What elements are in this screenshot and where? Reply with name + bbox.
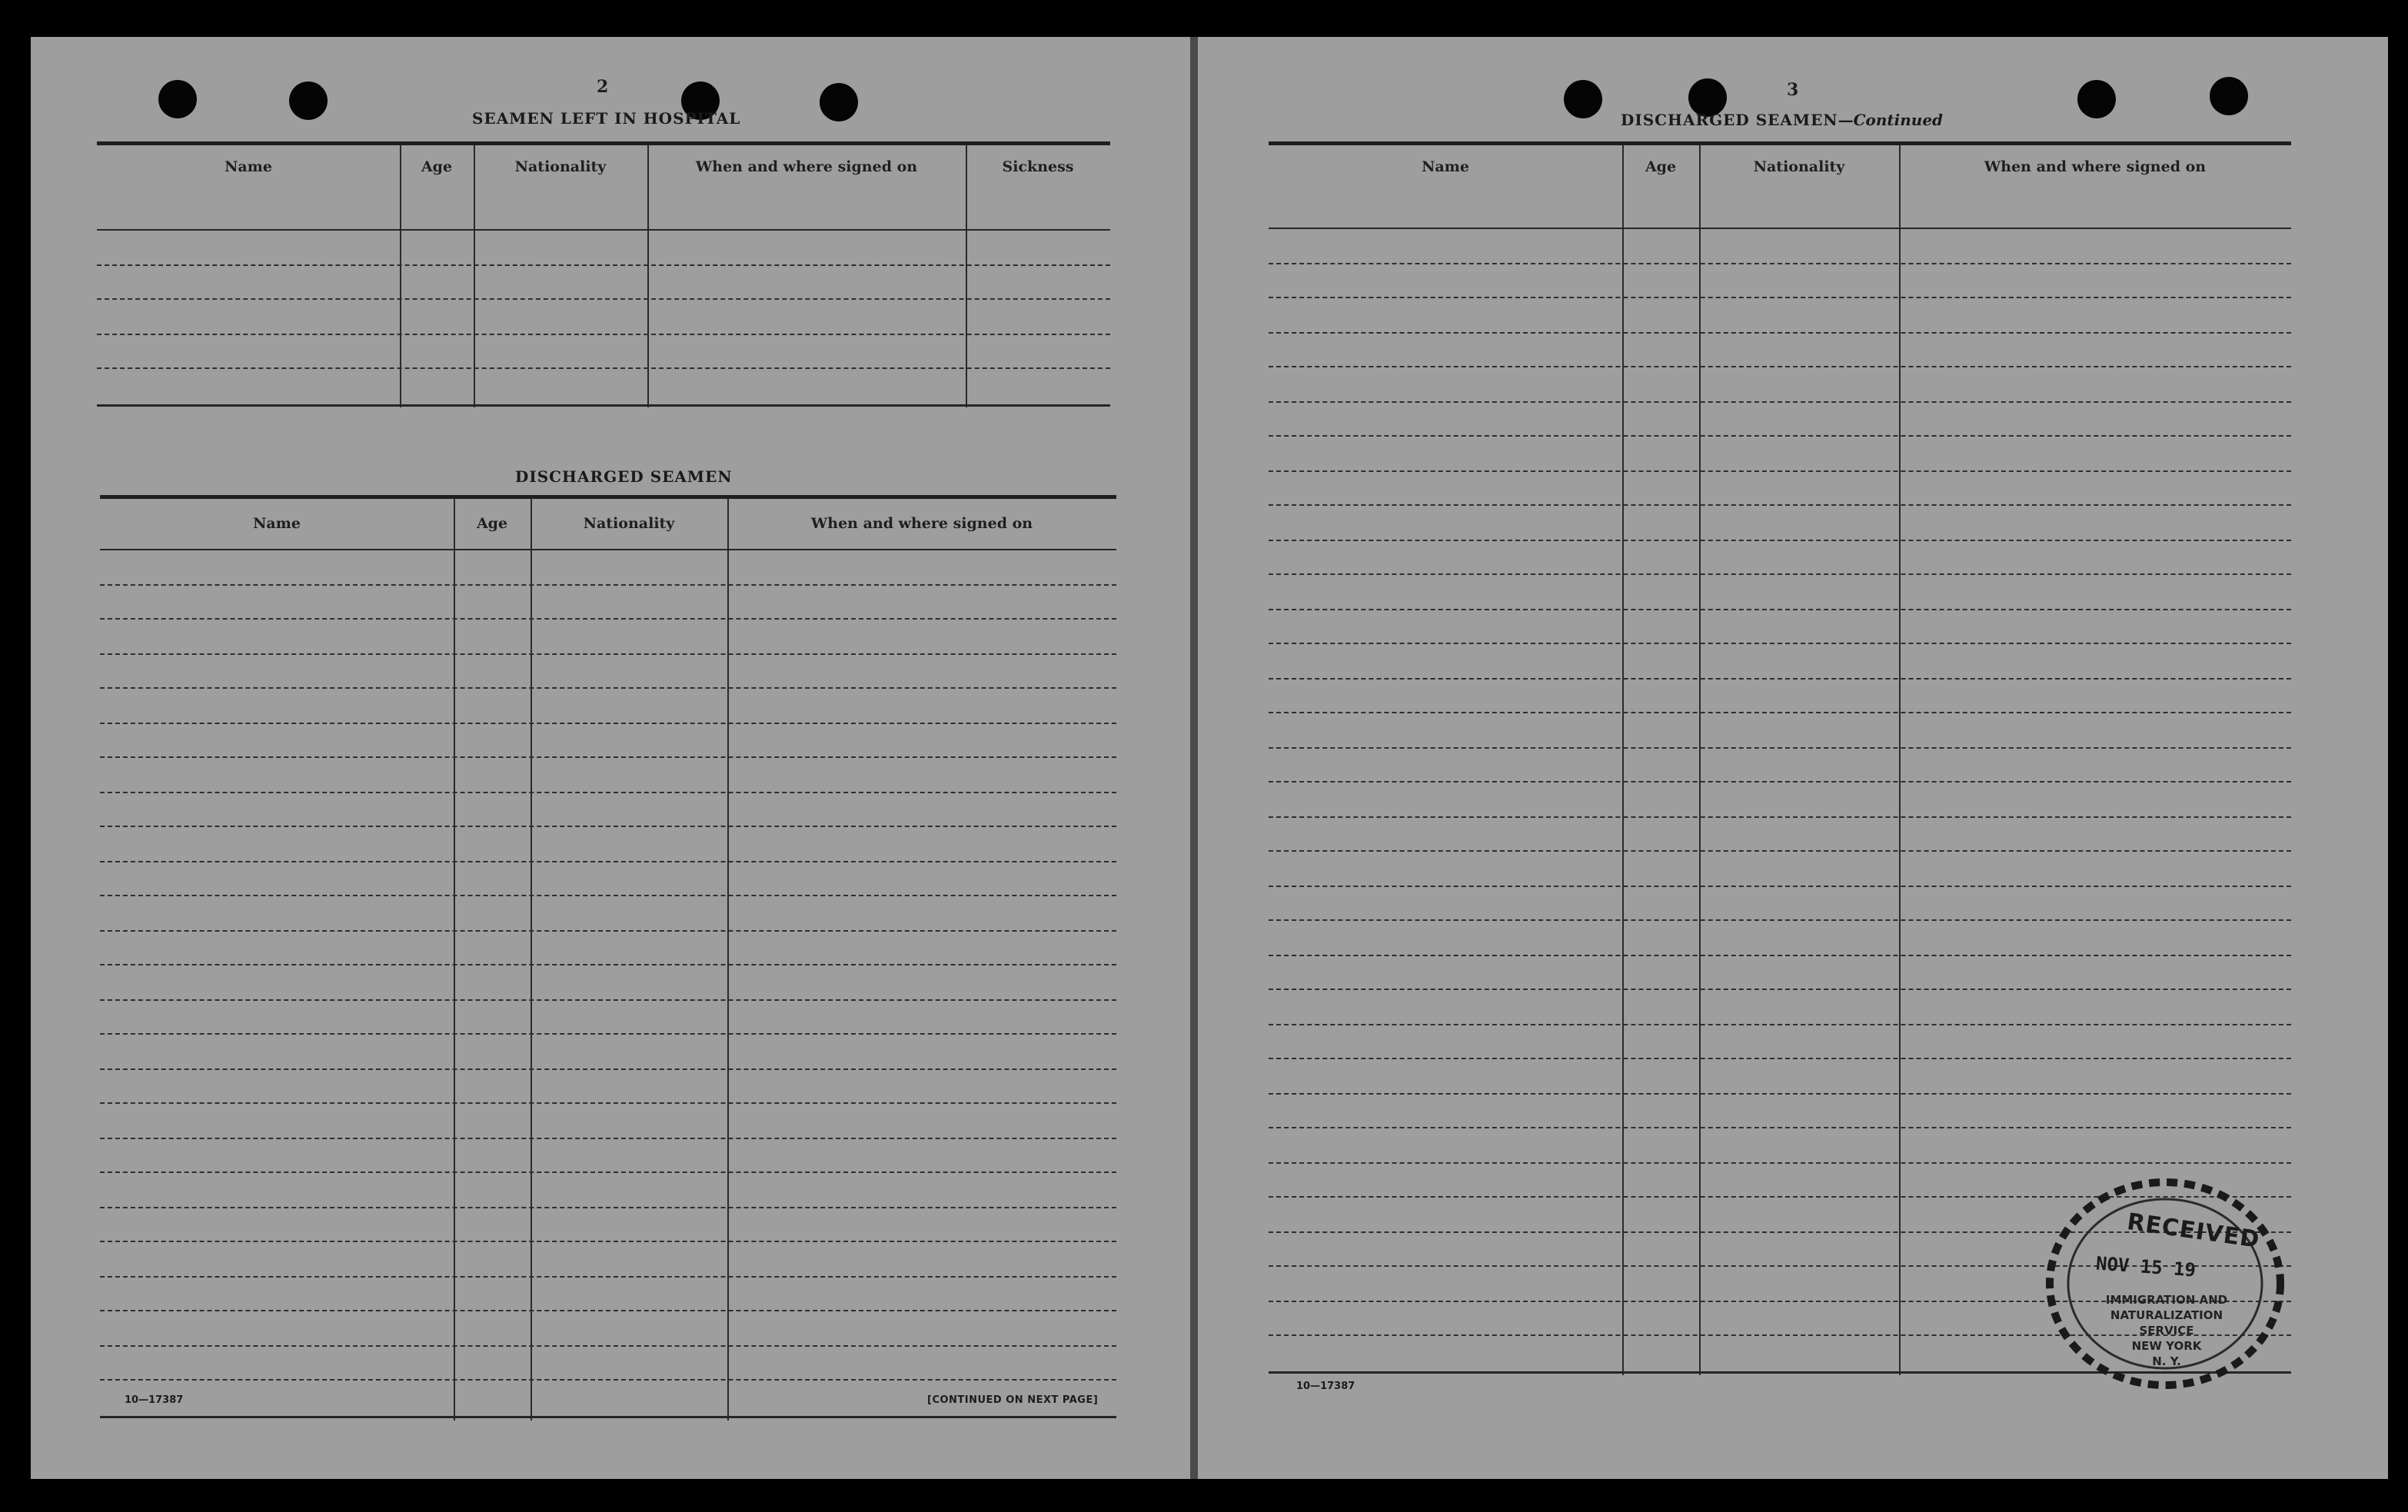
stamp-line-4: NEW YORK: [2131, 1339, 2202, 1353]
discharged-cont-col-signed-on: When and where signed on: [1984, 158, 2207, 175]
discharged-cont-col-nationality: Nationality: [1753, 158, 1845, 175]
discharged-table-left: [100, 463, 1116, 1431]
stamp-line-3: SERVICE: [2139, 1324, 2194, 1338]
hospital-col-sickness: Sickness: [1002, 158, 1074, 175]
discharged-continued-title: [1621, 111, 1943, 129]
discharged-cont-col-age: Age: [1645, 158, 1677, 175]
page-number: 3: [1787, 80, 1799, 100]
continued-note: [CONTINUED ON NEXT PAGE]: [927, 1394, 1099, 1406]
hospital-col-signed-on: When and where signed on: [695, 158, 918, 175]
title-continued: —Continued: [1838, 111, 1944, 129]
discharged-section-title: DISCHARGED SEAMEN: [515, 467, 733, 486]
punch-hole-1: [158, 80, 197, 118]
discharged-col-signed-on: When and where signed on: [810, 515, 1033, 532]
stamp-line-5: N. Y.: [2152, 1354, 2181, 1368]
hospital-table: [97, 141, 1110, 446]
hospital-section-title: SEAMEN LEFT IN HOSPITAL: [472, 109, 741, 128]
stamp-date: NOV 15 19: [2095, 1252, 2197, 1281]
hospital-col-name: Name: [225, 158, 272, 175]
title-main: DISCHARGED SEAMEN: [1621, 111, 1838, 129]
received-stamp: [2042, 1170, 2296, 1393]
discharged-col-name: Name: [253, 515, 301, 532]
hospital-col-nationality: Nationality: [514, 158, 607, 175]
punch-hole-2: [289, 81, 328, 120]
discharged-col-age: Age: [476, 515, 508, 532]
page-gutter: [1190, 37, 1198, 1479]
form-number: 10—17387: [125, 1394, 184, 1406]
discharged-cont-col-name: Name: [1422, 158, 1469, 175]
stamp-line-1: IMMIGRATION AND: [2105, 1293, 2228, 1307]
form-number: 10—17387: [1296, 1381, 1355, 1392]
punch-hole-7: [2077, 80, 2116, 118]
left-page: [31, 37, 1190, 1479]
punch-hole-4: [820, 83, 858, 121]
page-number: 2: [597, 77, 609, 97]
punch-hole-8: [2210, 77, 2248, 115]
punch-hole-5: [1564, 80, 1602, 118]
hospital-col-age: Age: [421, 158, 453, 175]
stamp-received: RECEIVED: [2125, 1208, 2262, 1254]
stamp-line-2: NATURALIZATION: [2110, 1308, 2223, 1322]
discharged-col-nationality: Nationality: [583, 515, 675, 532]
